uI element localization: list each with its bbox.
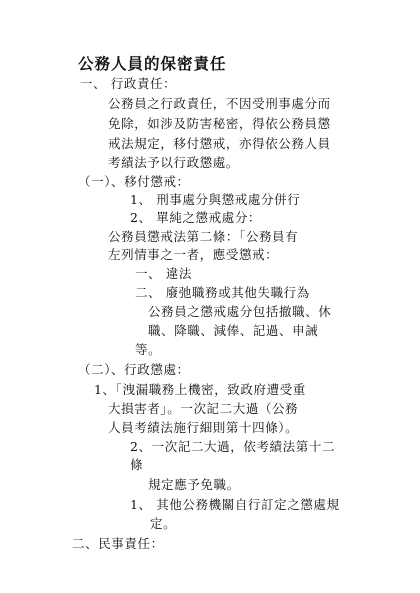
list-item: 1、 其他公務機關自行訂定之懲處規 xyxy=(130,497,340,512)
section-heading-civil: 二、民事責任： xyxy=(72,536,164,551)
section-heading-administrative: 一、 行政責任： xyxy=(80,76,177,91)
list-item: 一、 違法 xyxy=(135,266,192,281)
subsection-heading-administrative-penalty: （二）、行政懲處： xyxy=(78,362,190,377)
page-title: 公務人員的保密責任 xyxy=(78,54,227,73)
paragraph-line: 左列情事之一者，應受懲戒： xyxy=(108,247,279,262)
paragraph-line: 免除，如涉及防害秘密，得依公務員懲 xyxy=(108,116,331,131)
paragraph-line: 公務員之行政責任，不因受刑事處分而 xyxy=(108,96,331,111)
list-item: 2、一次記二大過，依考績法第十二 xyxy=(130,439,336,454)
list-item: 1、「洩漏職務上機密，致政府遭受重 xyxy=(94,382,306,397)
paragraph-line: 考績法予以行政懲處。 xyxy=(108,155,240,170)
paragraph-line: 戒法規定，移付懲戒，亦得依公務人員 xyxy=(108,136,331,151)
paragraph-line: 公務員懲戒法第二條：「公務員有 xyxy=(108,229,299,244)
subsection-heading-disciplinary: （一）、移付懲戒： xyxy=(78,174,190,189)
list-item: 1、 刑事處分與懲戒處分併行 xyxy=(130,192,301,207)
list-item: 二、 廢弛職務或其他失職行為 xyxy=(135,285,310,300)
paragraph-line: 規定應予免職。 xyxy=(148,477,240,492)
paragraph-line: 人員考績法施行細則第十四條）。 xyxy=(108,420,299,435)
paragraph-line: 職、降職、減俸、記過、申誡 xyxy=(148,323,319,338)
paragraph-line: 公務員之懲戒處分包括撤職、休 xyxy=(148,304,332,319)
paragraph-line: 條 xyxy=(130,457,144,472)
list-item: 2、 單純之懲戒處分： xyxy=(130,210,262,225)
paragraph-line: 等。 xyxy=(135,342,162,357)
paragraph-line: 大損害者」。一次記二大過（公務 xyxy=(108,401,299,416)
paragraph-line: 定。 xyxy=(150,516,177,531)
